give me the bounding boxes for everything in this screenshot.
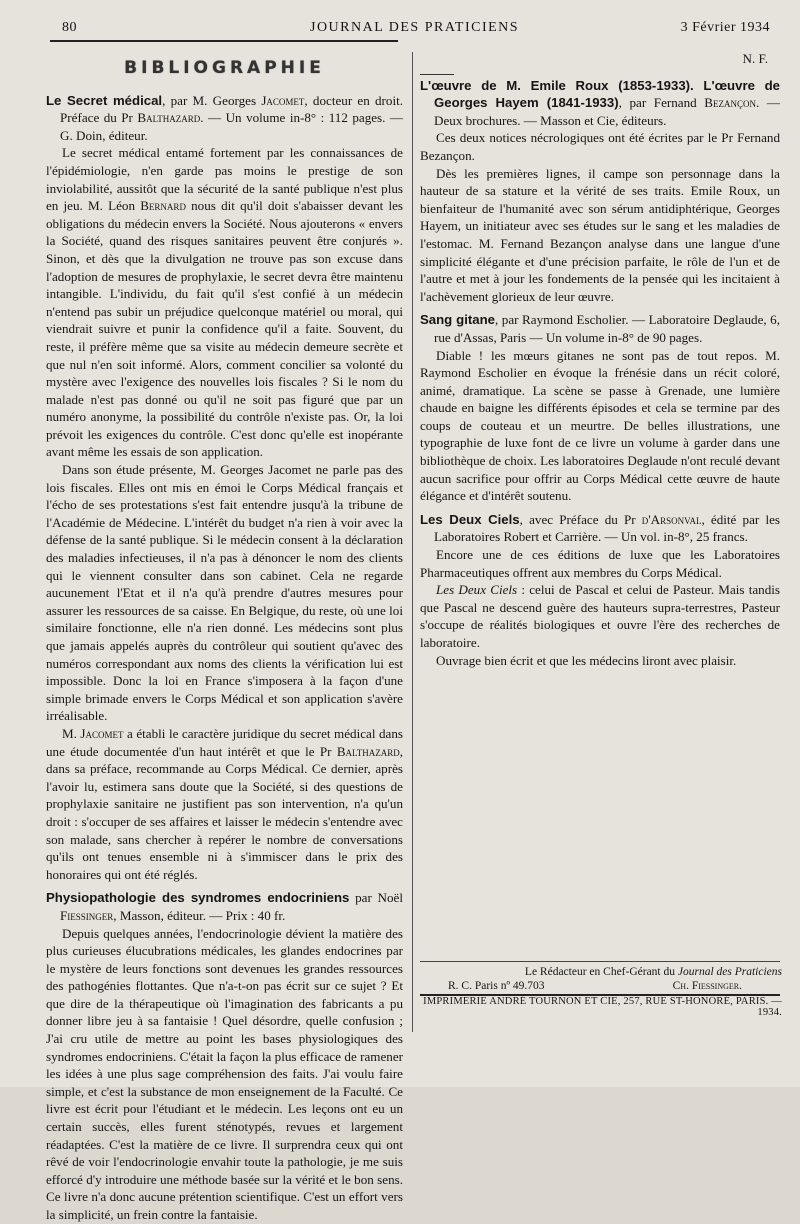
review-title: Les Deux Ciels xyxy=(420,511,520,527)
footer-credits xyxy=(420,965,782,993)
column-divider xyxy=(412,52,413,1032)
review-author: d'Arsonval xyxy=(641,511,702,527)
review-byline: , par M. Georges xyxy=(162,92,262,108)
review-paragraph: Depuis quelques années, l'endocrinologie dévient la matière des plus curieuses élucubrations médicales, les glandes endocrines par le mystère de leurs fonctions sont devenues les grandes ressources des pathogénies flottantes. Que n'a-t-on pas écrit sur ce sujet ? Et que dire de la thérapeutique où l'imagination des fabricants a pu donner libre jeu à sa fantaisie ! Quel désordre, quelle confusion ; J'ai cru utile de mettre au point les bases physiologiques des syndromes endocriniens. C'était la façon la plus efficace de ramener les idées à une plus sage compréhension des faits. J'ai voulu faire simple, et c'est la substance de mon enseignement de la Faculté. Ce livre est écrit pour l'étudiant et le médecin. Les leçons ont eu un certain succès, elles furent sténotypés, revues et largement réadaptées. C'est la matière de ce livre. Il surprendra ceux qui ont rêvé de voir l'endocrinologie envahir toute la pathologie, je me suis efforcé d'y introduire une méthode basée sur la vérité et le bon sens. Ce livre n'a donc aucune prétention scientifique. C'est un effort vers la simplicité, un frein contre la fantaisie. xyxy=(46,925,403,1222)
review-title: L'œuvre de M. Emile Roux (1853-1933). L'œuvre de Georges Hayem (1841-1933) xyxy=(420,77,780,111)
printer-imprint: IMPRIMERIE ANDRÉ TOURNON ET CIE, 257, RUE ST-HONORÉ, PARIS. — 1934. xyxy=(423,996,782,1018)
footer-registration-line xyxy=(420,979,782,993)
text-span: Le Rédacteur en Chef-Gérant du xyxy=(524,966,678,978)
journal-name-italic: Journal des Praticiens xyxy=(677,966,782,978)
review-byline: , docteur en droit. Préface du Pr xyxy=(60,92,404,126)
page-header xyxy=(62,18,782,38)
review-author: Bezançon xyxy=(704,95,757,111)
review-heading-roux-hayem xyxy=(420,77,780,130)
review-paragraph: Dès les premières lignes, il campe son personnage dans la hauteur de sa stature et la vérité de ses traits. Emile Roux, un bienfaiteur de l'humanité avec son sérum antidiphtérique, Georges Hayem, un initiateur avec ses études sur le sang et les maladies de l'estomac. M. Fernand Bezançon analyse dans une langue d'une simplicité élégante et d'une précision parfaite, le rôle de l'un et de l'autre et met à jour les fondements de la pensée qui les incitaient à l'achèvement glorieux de leur œuvre. xyxy=(420,165,780,304)
review-publication: , édité par les Laboratoires Robert et Carrière. — Un vol. in-8°, 25 francs. xyxy=(434,511,780,545)
review-paragraph: Diable ! les mœurs gitanes ne sont pas de tout repos. M. Raymond Escholier en évoque la frénésie dans un récit coloré, animé, dramatique. La scène se passe à Grenade, une lumière chaude en baigne les différents épisodes et cela se termine par des coups de couteau et un meurtre. De belles illustrations, une typographie de luxe font de ce livre un volume à garder dans une bibliothèque de choix. Les laboratoires Deglaude n'ont reculé devant aucun sacrifice pour offrir au Corps Médical cette œuvre de haute élégance et d'intérêt soutenu. xyxy=(420,347,780,504)
section-title: BIBLIOGRAPHIE xyxy=(124,58,325,78)
review-author: Fiessinger xyxy=(60,907,114,923)
review-publication: , Masson, éditeur. — Prix : 40 fr. xyxy=(113,907,286,923)
review-paragraph xyxy=(46,725,403,883)
header-rule xyxy=(50,40,398,42)
text-span: Le secret médical entamé fortement par les connaissances de l'épidémiologie, n'en garde pas moins le prestige de son inviolabilité, aussitôt que la sécurité de la santé publique n'est plus en jeu. M. Léon xyxy=(46,145,403,214)
person-name: Balthazard xyxy=(336,743,400,759)
review-paragraph: Encore une de ces éditions de luxe que les Laboratoires Pharmaceutiques offrent aux membres du Corps Médical. xyxy=(420,547,780,580)
review-publication: . — Un volume in-8° : 112 pages. — G. Doin, éditeur. xyxy=(60,110,403,143)
journal-title: JOURNAL DES PRATICIENS xyxy=(310,20,520,35)
review-paragraph: Dans son étude présente, M. Georges Jacomet ne parle pas des lois fiscales. Elles ont mis en émoi le Corps Médical français et l'écho de ses protestations s'est fait entendre jusqu'à la tribune de l'Académie de Médecine. L'intérêt du budget n'a rien à voir avec la défense de la santé publique. Si le médecin consent à la déclaration des maladies infectieuses, il n'a pas à dénoncer le nom des clients qui le viennent consulter dans son cabinet. Cela ne regarde aucunement l'Etat et il n'a qu'à prendre d'autres mesures pour assurer les ressources de sa caisse. En Belgique, du reste, où une loi similaire fonctionne, elle n'a rien donné. Les médecins sont plus que jamais appelés auprès du contrôleur qui soutient qu'avec des numéros correspondant aux noms des clients la vérification lui est impossible. Donc la loi en France s'imposera à la façon d'une simple brimade envers le Corps Médical et son application s'avère irréalisable. xyxy=(46,462,403,724)
gerant-name: Ch. Fiessinger. xyxy=(672,980,742,992)
text-span: M. xyxy=(62,725,81,741)
review-signature xyxy=(420,50,780,68)
review-author: Jacomet xyxy=(261,92,305,108)
review-byline: , par Raymond Escholier. — Laboratoire Deglaude, 6, rue d'Assas, Paris — Un volume in-8° de 90 pages. xyxy=(434,312,780,345)
review-publication: . — Deux brochures. — Masson et Cie, éditeurs. xyxy=(434,95,780,128)
review-byline: , par Fernand xyxy=(618,95,705,111)
person-name: Jacomet xyxy=(80,725,124,741)
footer-rule xyxy=(420,961,780,962)
review-paragraph: Ces deux notices nécrologiques ont été écrites par le Pr Fernand Bezançon. xyxy=(420,130,780,163)
person-name: Bernard xyxy=(140,198,186,214)
left-column xyxy=(46,60,403,1224)
book-title-italic: Les Deux Ciels xyxy=(436,582,518,598)
text-span: a établi le caractère juridique du secret médical dans une étude documentée d'un haut intérêt et que le Pr xyxy=(46,725,403,759)
signature-initials: N. F. xyxy=(742,51,768,66)
review-preface-author: Balthazard xyxy=(137,110,201,126)
review-title: Physiopathologie des syndromes endocriniens xyxy=(46,890,350,906)
separator-rule xyxy=(420,74,454,75)
review-paragraph: Ouvrage bien écrit et que les médecins liront avec plaisir. xyxy=(436,652,737,668)
review-byline: , avec Préface du Pr xyxy=(519,511,642,527)
issue-date: 3 Février 1934 xyxy=(680,20,770,35)
footer-redacteur-line xyxy=(420,965,782,979)
review-heading-secret-medical xyxy=(46,92,403,145)
review-byline: par Noël xyxy=(349,890,403,906)
right-column xyxy=(420,50,780,669)
registration-number: R. C. Paris nº 49.703 xyxy=(448,980,545,992)
review-heading-physiopathologie xyxy=(46,889,403,924)
text-span: nous dit qu'il doit s'abaisser devant les obligations du médecin envers la Société. Nous ajouterons « envers la Société, quand des risques sanitaires peuvent être conjurés ». Sinon, et dès que la divulgation ne trouve pas son excuse dans l'adoption de mesures de prophylaxie, le secret devra être maintenu intangible. L'individu, du fait qu'il s'est confié à un médecin n'entend pas subir un préjudice quelconque matériel ou moral, qui viendrait suivre et punir la confidence qu'il a faite. Souvent, du reste, il préfère même que sa visite au médecin demeure secrète et que nul n'en soit informé. Alors, comment concilier sa volonté du mystère avec l'exigence des nouvelles lois fiscales ? Si le nom du malade n'est pas donné ou qu'il ne soit pas figuré que par un numéro anonyme, la possibilité du contrôle n'existe pas. Or, la loi prévoit les exigences du contrôle. C'est donc qu'elle est inopérante avant même les essais de son application. xyxy=(46,198,403,460)
review-title: Sang gitane xyxy=(420,312,495,328)
text-span: : celui de Pascal et celui de Pasteur. Mais tandis que Pascal ne descend guère des hauteurs supra-terrestres, Pasteur s'occupe de réalités biologiques et ouvre l'ère des recherches de laboratoire. xyxy=(420,582,780,650)
review-heading-deux-ciels xyxy=(420,511,780,546)
review-paragraph xyxy=(420,581,780,651)
text-span: , dans sa préface, recommande au Corps Médical. Ce dernier, après l'avoir lu, estimera sans doute que la Société, si des questions de prophylaxie sanitaire ne justifient pas son intervention, n'a qu'un droit : s'occuper de ses affaires et laisser le médecin s'entendre avec son malade, sans chercher à repérer le nombre de conversations qu'ils ont tenues ensemble ni à s'immiscer dans le prix des honoraires qui ont été réglés. xyxy=(46,743,403,882)
page-number: 80 xyxy=(62,20,77,35)
review-title: Le Secret médical xyxy=(46,92,163,108)
review-heading-sang-gitane xyxy=(420,311,780,346)
review-paragraph xyxy=(46,144,403,461)
